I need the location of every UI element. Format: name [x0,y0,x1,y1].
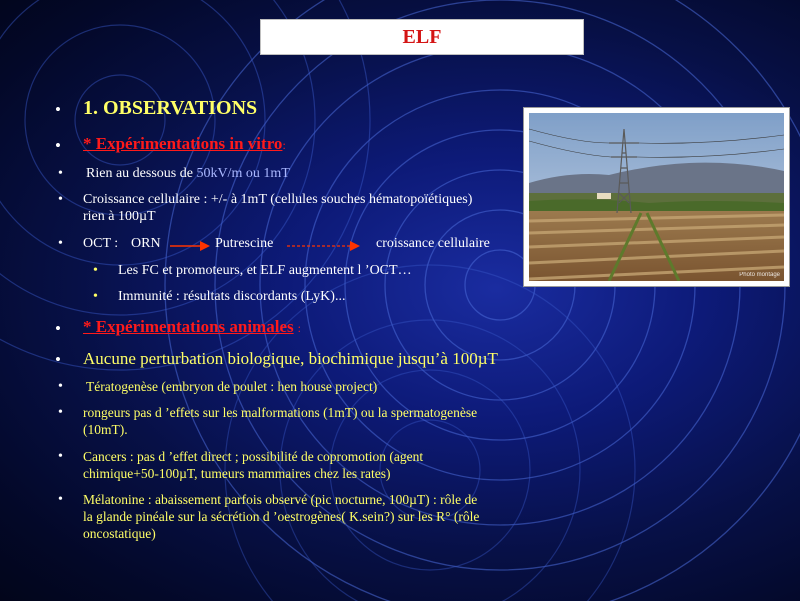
slide-title: ELF [260,19,584,55]
bullet-dot: • [58,449,63,464]
in-vitro-heading-colon: : [282,138,286,152]
in-vitro-heading [83,134,286,154]
cancers-line-1: Cancers : pas d ’effet direct ; possibilité de copromotion (agent [83,449,424,464]
cancers-line-2: chimique+50-100µT, tumeurs mammaires chez les rates) [83,466,391,481]
threshold-value: 50kV/m ou 1mT [196,166,290,181]
melatonin-line-1: Mélatonine : abaissement parfois observé (pic nocturne, 100µT) : rôle de [83,492,478,507]
immunity-line: Immunité : résultats discordants (LyK)... [118,289,346,304]
bullet-dot: • [55,350,61,369]
oct-orn: ORN [131,236,161,251]
growth-line-2: rien à 100µT [83,209,156,224]
bullet-dot: • [55,319,61,338]
dashed-arrow-icon [287,240,361,252]
bullet-dot: • [58,236,63,251]
section-title: 1. OBSERVATIONS [83,97,258,119]
photo-credit: Photo montage [739,272,780,278]
growth-line-1: Croissance cellulaire : +/- à 1mT (cellules souches hématopoïétiques) [83,192,473,207]
animal-heading-text: * Expérimentations animales [83,317,294,336]
sub-bullet-dot: • [93,289,98,304]
teratogenesis-line: Tératogenèse (embryon de poulet : hen house project) [86,379,378,394]
bullet-dot: • [58,492,63,507]
melatonin-line-2: la glande pinéale sur la sécrétion d ’oestrogènes( K.sein?) sur les R° (rôle [83,509,480,524]
power-line-photo [523,107,790,287]
threshold-line [86,166,290,182]
bullet-dot: • [58,166,63,181]
fc-promoters-line: Les FC et promoteurs, et ELF augmentent l ’OCT… [118,263,412,278]
animal-heading-colon: : [297,321,301,335]
no-perturbation-line: Aucune perturbation biologique, biochimique jusqu’à 100µT [83,349,498,368]
bullet-dot: • [58,379,63,394]
oct-label: OCT : [83,236,119,251]
melatonin-line-3: oncostatique) [83,526,156,541]
oct-growth: croissance cellulaire [376,236,490,251]
bullet-dot: • [58,405,63,420]
threshold-prefix: Rien au dessous de [86,166,193,181]
solid-arrow-icon [170,240,210,252]
rodents-line-2: (10mT). [83,422,128,437]
oct-putrescine: Putrescine [215,236,274,251]
rodents-line-1: rongeurs pas d ’effets sur les malformations (1mT) ou la spermatogenèse [83,405,478,420]
bullet-dot: • [58,192,63,207]
in-vitro-heading-text: * Expérimentations in vitro [83,134,283,153]
bullet-dot: • [55,100,61,119]
power-pylon-field-image [529,113,784,281]
sub-bullet-dot: • [93,263,98,278]
bullet-dot: • [55,136,61,155]
animal-heading [83,317,301,337]
